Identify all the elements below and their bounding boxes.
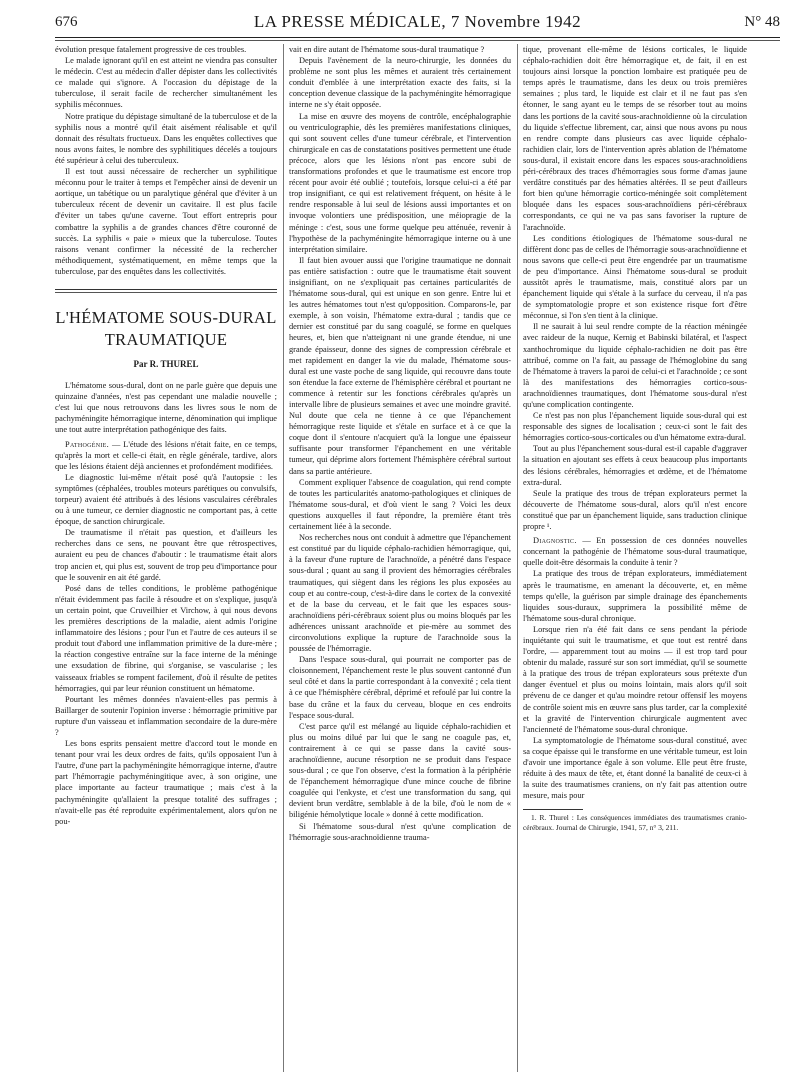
column-2	[289, 44, 511, 1074]
article-separator-thin	[55, 292, 277, 293]
paragraph: Le diagnostic lui-même n'était posé qu'à l'autopsie : les symptômes (céphalées, troubles moteurs parétiques ou convulsifs, torpeur) avaient été attribués à des lésions vasculaires cérébrales ou à une tumeur, ce dernier diagnostic ne comportant pas, à cette époque, de sanction chirurgicale.	[55, 472, 277, 527]
column-divider	[517, 44, 518, 1072]
paragraph: Il est tout aussi nécessaire de rechercher un syphilitique méconnu pour le traiter à temps et l'empêcher ainsi de devenir un aortique, un tabétique ou un paralytique général que d'éviter à un tuberculeux récent de devenir un cavitaire. Il est plus facile d'éviter un tabes qu'une caverne. Tout effort entrepris pour combattre la syphilis a de grandes chances d'être couronné de succès. La syphilis « paie » mieux que la tuberculose. Toutes raisons venant confirmer la nécessité de la rechercher méthodiquement, systématiquement, en même temps que la tuberculose, par des enquêtes dans les collectivités.	[55, 167, 277, 276]
issue-number: N° 48	[744, 14, 780, 30]
section-label: Diagnostic.	[533, 536, 577, 546]
paragraph: Posé dans de telles conditions, le problème pathogénique n'était évidemment pas facile à résoudre et on s'explique, jusqu'à un certain point, que Cruveilhier et Virchow, à qui nous devons les premières descriptions de la maladie, aient admis l'origine inflammatoire des lésions ; pour l'un et l'autre de ces auteurs il se produit tout d'abord une inflammation primitive de la dure-mère ; la réaction congestive entraîne sur la face interne de la méninge une exsudation de fibrine, qui s'organise, se vascularise ; les vaisseaux friables se rompent facilement, d'où il résulte de petites hémorragies, qui par leur réunion constituent un hématome.	[55, 583, 277, 693]
article-title-line: TRAUMATIQUE	[104, 329, 228, 349]
paragraph: Depuis l'avènement de la neuro-chirurgie, les données du problème ne sont plus les mêmes et auraient très certainement conduit d'emblée à une interprétation exacte des faits, si la conception devenue classique de la pachyméningite hémorragique interne ne s'y était opposée.	[289, 56, 511, 110]
paragraph: La mise en œuvre des moyens de contrôle, encéphalographie ou ventriculographie, dès les premières manifestations cliniques, qui sont souvent celles d'une tumeur cérébrale, et l'intervention chirurgicale en cas de constatations positives permettent une étude précoce, alors que les lésions n'ont pas encore subi de transformations profondes et que le traumatisme est encore trop récent pour avoir été oublié ; toutefois, lorsque celui-ci a été par trop insignifiant, ce qui est relativement fréquent, on hésite à le rendre responsable à lui seul de lésions aussi importantes et on invoque volontiers une prédisposition, une méiopragie de la méninge : c'est, sous une forme quelque peu atténuée, revenir à l'hypothèse de la pachyméningite hémorragique interne ou à une interprétation similaire.	[289, 111, 511, 254]
page-number: 676	[55, 14, 78, 30]
paragraph: L'hématome sous-dural, dont on ne parle guère que depuis une quinzaine d'années, n'est pas cependant une maladie nouvelle ; c'est lui que nous retrouvons dans les livres sous le nom de pachyméningite hémorragique interne, dénomination qui implique une tout autre interprétation pathogénique des faits.	[55, 381, 277, 435]
paragraph: Dans l'espace sous-dural, qui pourrait ne comporter pas de cloisonnement, l'épanchement reste le plus souvent cantonné d'un seul côté et dans la partie correspondant à la convexité ; cela tient à ce que l'hémisphère cérébral, déprimé et refoulé par lui contre la base du crâne et la faux du cerveau, bloque en ces endroits l'espace sous-dural.	[289, 655, 511, 720]
paragraph: Seule la pratique des trous de trépan explorateurs permet la découverte de l'hématome sous-dural, alors qu'il n'est encore constitué que par un épanchement liquide, sans traduction clinique propre ¹.	[523, 488, 747, 532]
paragraph: Ce n'est pas non plus l'épanchement liquide sous-dural qui est responsable des signes de localisation ; ceux-ci sont le fait des hémorragies cortico-sous-corticales ou d'un hématome extra-dural.	[523, 411, 747, 443]
paragraph: tique, provenant elle-même de lésions corticales, le liquide céphalo-rachidien doit être hémorragique et, de fait, il en est toujours ainsi lorsque la ponction lombaire est pratiquée peu de temps après le traumatisme, dans les deux ou trois premières semaines ; plus tard, le liquide est clair et il ne faut pas s'en étonner, le sang ayant eu le temps de se résorber tout au moins dans les portions de la cavité sous-arachnoïdienne où la circulation du liquide s'effectue librement, car, ainsi que nous avons pu nous en rendre compte dans plusieurs cas avec liquide céphalo-rachidien clair, lors de l'intervention après ablation de l'hématome sous-dural, il existait encore dans les espaces sous-arachnoïdiens péri-cérébraux des traces d'hémorragies sous forme d'amas jaune verdâtre constitués par des hématies altérées. Il se peut d'ailleurs fort bien qu'une hémorragie cortico-méningée soit complètement bloquée dans les espaces sous-arachnoïdiens péri-cérébraux correspondants, ce qui ne va pas sans favoriser la rupture de l'arachnoïde.	[523, 45, 747, 232]
paragraph: La pratique des trous de trépan explorateurs, immédiatement après le traumatisme, en amenant la découverte, et, en même temps qu'elle, la guérison par simple drainage des épanchements liquides sous-duraux, supprimera la possibilité même de l'hématome sous-dural chronique.	[523, 569, 747, 623]
header-rule-thin	[55, 40, 780, 41]
paragraph: De traumatisme il n'était pas question, et d'ailleurs les recherches dans ce sens, ne pouvant être que rétrospectives, auraient eu peu de chances d'aboutir : le traumatisme était alors trop ancien et, qui plus est, souvent de trop peu d'importance pour que le souvenir en ait été gardé.	[55, 528, 277, 582]
paragraph: évolution presque fatalement progressive de ces troubles.	[55, 45, 247, 54]
footnote: 1. R. Thurel : Les conséquences immédiates des traumatismes cranio-cérébraux. Journal de Chirurgie, 1941, 57, n° 3, 211.	[523, 813, 747, 832]
article-author: Par R. THUREL	[133, 358, 199, 369]
paragraph: Si l'hématome sous-dural n'est qu'une complication de l'hémorragie sous-arachnoïdienne trauma-	[289, 821, 511, 842]
paragraph: vait en dire autant de l'hématome sous-dural traumatique ?	[289, 45, 485, 54]
column-3	[523, 44, 747, 1074]
paragraph-text: — L'étude des lésions n'était faite, en ce temps, qu'après la mort et celle-ci était, en règle générale, tardive, alors que les lésions étaient déjà anciennes et profondément modifiées.	[55, 439, 277, 471]
paragraph: Pourtant les mêmes données n'avaient-elles pas permis à Baillarger de soutenir l'opinion inverse : hémorragie primitive par rupture d'un vaisseau et inflammation secondaire de la dure-mère ?	[55, 694, 277, 737]
paragraph: Comment expliquer l'absence de coagulation, qui rend compte de toutes les particularités anatomo-pathologiques et cliniques de l'hématome sous-dural, et d'où vient le sang ? Voici les deux questions auxquelles il faut répondre, la première étant très certainement liée à la seconde.	[289, 477, 511, 532]
paragraph: Il ne saurait à lui seul rendre compte de la réaction méningée avec raideur de la nuque, Kernig et Babinski bilatéral, et l'aspect xanthochromique du liquide céphalo-rachidien ne doit pas être attribué, comme on l'a fait, au passage de l'hémoglobine du sang de l'hématome à travers la paroi de celui-ci et l'arachnoïde ; ce sont là des manifestations des hémorragies cortico-sous-arachnoïdiennes traumatiques, dont l'hématome sous-dural n'est qu'une complication contingente.	[523, 322, 747, 409]
article-title-line: L'HÉMATOME SOUS-DURAL	[55, 307, 277, 327]
column-1	[55, 44, 277, 1074]
paragraph: Le malade ignorant qu'il en est atteint ne viendra pas consulter le médecin. C'est au médecin d'aller dépister dans les collectivités ce malade qui s'ignore. A l'occasion du dépistage de la tuberculose, il serait facile de rechercher simultanément les syphilis méconnues.	[55, 56, 277, 110]
section-label: Pathogénie.	[65, 439, 110, 449]
paragraph: Les conditions étiologiques de l'hématome sous-dural ne diffèrent donc pas de celles de l'hémorragie sous-arachnoïdienne et nous savons que celle-ci peut être engendrée par un traumatisme de peu d'importance. Ainsi l'hématome sous-dural se produit aussitôt après le traumatisme, mais, constitué alors par un épanchement liquide qui s'étale à la surface du cerveau, il n'a pas de symptomatologie propre et son existence risque fort d'être méconnue, si l'on s'en tient à la clinique.	[523, 233, 747, 321]
column-divider	[283, 44, 284, 1072]
article-separator	[55, 289, 277, 290]
page-header	[55, 10, 780, 36]
paragraph: Les bons esprits pensaient mettre d'accord tout le monde en tenant pour vrai les deux ordres de faits, qu'ils opposaient l'un à l'autre, d'une part la pachyméningite hémorragique interne, d'autre part l'hémorragie pachyméningitique avec, à son origine, une place importante au facteur traumatique ; mais c'est à la pachyméningite qu'allaient la presque totalité des suffrages ; n'avait-elle pas été reproduite expérimentalement, alors qu'on ne pou-	[55, 739, 277, 826]
paragraph: La symptomatologie de l'hématome sous-dural constitué, avec sa coque épaisse qui le transforme en une véritable tumeur, est loin d'avoir une importance égale à son volume. Elle peut être fruste, réduite à des maux de tête, et, étant donné la banalité de ceux-ci à la suite des traumatismes craniens, on n'y fait pas attention outre mesure, mais pour	[523, 735, 747, 801]
footnote-rule	[523, 809, 583, 810]
paragraph-text: — En possession de ces données nouvelles concernant la pathogénie de l'hématome sous-dural traumatique, quelle doit-être désormais la conduite à tenir ?	[523, 536, 747, 568]
paragraph	[523, 535, 747, 568]
paragraph: Il faut bien avouer aussi que l'origine traumatique ne donnait pas entière satisfaction : outre que le traumatisme était souvent insignifiant, on ne s'expliquait pas certaines particularités de l'hématome sous-dural, qui est unique en son genre. Entre lui et les autres hématomes tout n'est qu'opposition. Comparons-le, par exemple, à son voisin, l'hématome extra-dural ; tandis que ce dernier est constitué par du sang coagulé, se forme en quelques heures, et, bien que n'atteignant ni une grande étendue, ni une grande épaisseur, donne des signes de compression cérébrale et met rapidement en danger la vie du malade, l'hématome sous-dural est une vaste poche de sang liquide, qui recouvre dans toute son étendue la face externe de l'hémisphère cérébral et pourtant ne commence à retentir sur les fonctions cérébrales qu'après un intervalle libre de plusieurs semaines et avec une moindre gravité. Nul doute que cela ne tienne à ce que l'épanchement hémorragique reste liquide et s'étale en surface et à ce que la coque dont il s'entoure n'acquiert qu'à la longue une épaisseur suffisante pour transformer l'épanchement en une véritable tumeur, qui déprime alors fortement l'hémisphère cérébral surtout dans sa partie antérieure.	[289, 255, 511, 476]
article-title	[55, 307, 277, 351]
paragraph: Notre pratique du dépistage simultané de la tuberculose et de la syphilis nous a montré qu'il était aisément réalisable et qu'il donnait des résultats fructueux. Dans les enquêtes collectives que nous avons faites, le nombre des syphilitiques décelés a toujours été supérieur à celui des tuberculeux.	[55, 111, 277, 165]
paragraph: Nos recherches nous ont conduit à admettre que l'épanchement est constitué par du liquide céphalo-rachidien hémorragique, qui, à la faveur d'une rupture de l'arachnoïde, a pénétré dans l'espace sous-dural ; quant au sang il provient des hémorragies cérébrales traumatiques, qui siègent dans les régions les plus exposées au coup et au contre-coup, c'est-à-dire dans le cortex de la convexité et de la base du cerveau, et le fait que les espaces sous-arachnoïdiens péri-cérébraux soient plus ou moins bloqués par les adhérences unissant arachnoïde et pie-mère au sommet des circonvolutions explique la rupture de l'arachnoïde sous la poussée de l'hémorragie.	[289, 533, 511, 654]
paragraph: C'est parce qu'il est mélangé au liquide céphalo-rachidien et plus ou moins dilué par lui que le sang ne coagule pas, et, contrairement à ce qui se passe dans la cavité sous-arachnoïdienne, aucune résorption ne se produit dans l'espace sous-dural ; ce que l'on observe, c'est la formation à la périphérie de l'épanchement hémorragique d'une mince couche de fibrine coagulée qui l'enkyste, et c'est une transformation du sang, qui devient brun verdâtre, semblable à de la bile, d'où le nom de « biligénie hémolytique locale » donné à cette modification.	[289, 721, 511, 820]
paragraph: Lorsque rien n'a été fait dans ce sens pendant la période inquiétante qui suit le traumatisme, et que tout est rentré dans l'ordre, — apparemment tout au moins — il est trop tard pour obtenir du malade, rassuré sur son sort immédiat, qu'il se soumette à la pratique des trous de trépan explorateurs sous prétexte d'un danger éventuel et plus ou moins lointain, mais alors qu'il soit prévenu de ce danger et qu'au moindre retour offensif les moyens de contrôle soient mis en œuvre sans plus tarder, car la complexité et la gravité de l'intervention chirurgicale augmentent avec l'ancienneté de l'hématome sous-dural chronique.	[523, 624, 747, 734]
paragraph: Tout au plus l'épanchement sous-dural est-il capable d'aggraver la situation en ajoutant ses effets à ceux beaucoup plus importants des lésions cérébrales, hémorragies et œdème, et de l'hématome extra-dural.	[523, 444, 747, 487]
journal-title: LA PRESSE MÉDICALE, 7 Novembre 1942	[253, 12, 582, 31]
paragraph	[55, 439, 277, 472]
header-rule	[55, 37, 780, 38]
